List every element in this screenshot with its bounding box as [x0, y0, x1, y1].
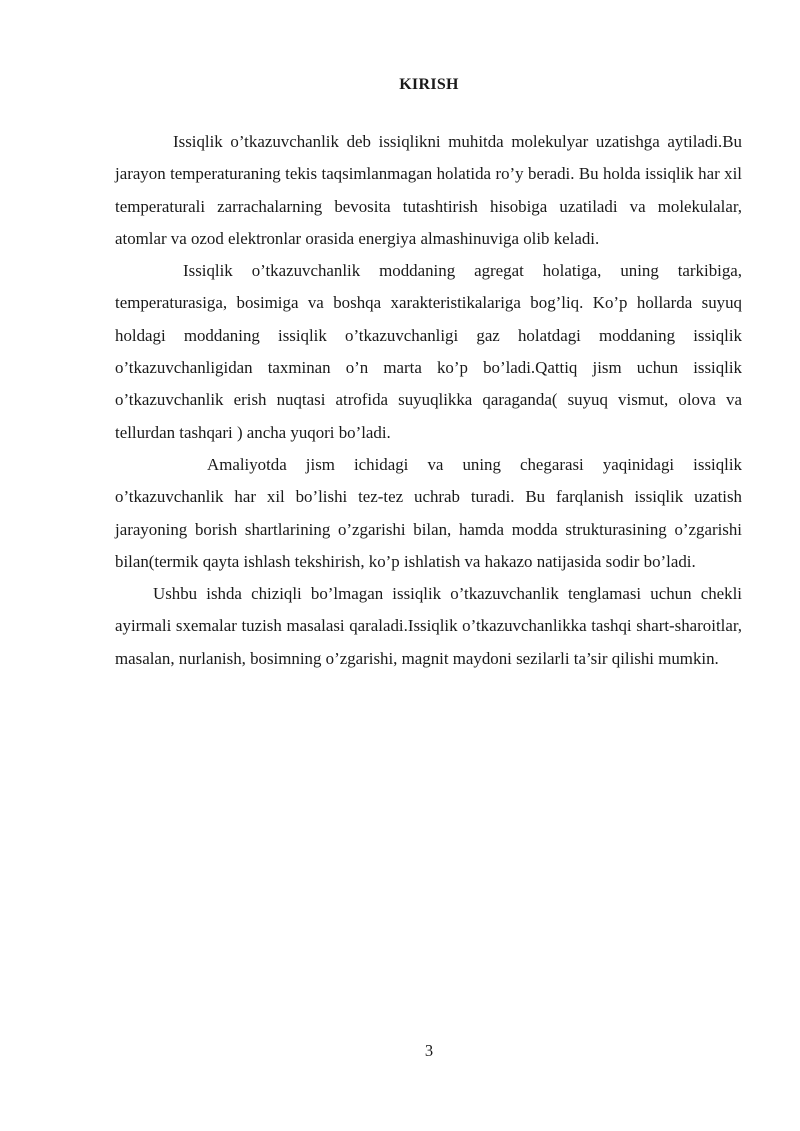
document-body [115, 126, 742, 675]
page-title: KIRISH [399, 76, 459, 93]
paragraph-2: Issiqlik o’tkazuvchanlik moddaning agregat holatiga, uning tarkibiga, temperaturasiga, bosimiga va boshqa xarakteristikalariga bog’liq. Ko’p hollarda suyuq holdagi moddaning issiqlik o’tkazuvchanligi gaz holatdagi moddaning issiqlik o’tkazuvchanligidan taxminan o’n marta ko’p bo’ladi.Qattiq jism uchun issiqlik o’tkazuvchanlik erish nuqtasi atrofida suyuqlikka qaraganda( suyuq vismut, olova va tellurdan tashqari ) ancha yuqori bo’ladi. [115, 261, 742, 442]
paragraph-3: Amaliyotda jism ichidagi va uning chegarasi yaqinidagi issiqlik o’tkazuvchanlik har xil bo’lishi tez-tez uchrab turadi. Bu farqlanish issiqlik uzatish jarayoning borish shartlarining o’zgarishi bilan, hamda modda strukturasining o’zgarishi bilan(termik qayta ishlash tekshirish, ko’p ishlatish va hakazo natijasida sodir bo’ladi. [115, 454, 742, 571]
page-number: 3 [424, 1041, 434, 1060]
paragraph-4: Ushbu ishda chiziqli bo’lmagan issiqlik o’tkazuvchanlik tenglamasi uchun chekli ayirmali sxemalar tuzish masalasi qaraladi.Issiqlik o’tkazuvchanlikka tashqi shart-sharoitlar, masalan, nurlanish, bosimning o’zgarishi, magnit maydoni sezilarli ta’sir qilishi mumkin. [115, 584, 742, 668]
paragraph-1: Issiqlik o’tkazuvchanlik deb issiqlikni muhitda molekulyar uzatishga aytiladi.Bu jarayon temperaturaning tekis taqsimlanmagan holatida ro’y beradi. Bu holda issiqlik har xil temperaturali zarrachalarning bevosita tutashtirish hisobiga uzatiladi va molekulalar, atomlar va ozod elektronlar orasida energiya almashinuviga olib keladi. [115, 132, 742, 248]
